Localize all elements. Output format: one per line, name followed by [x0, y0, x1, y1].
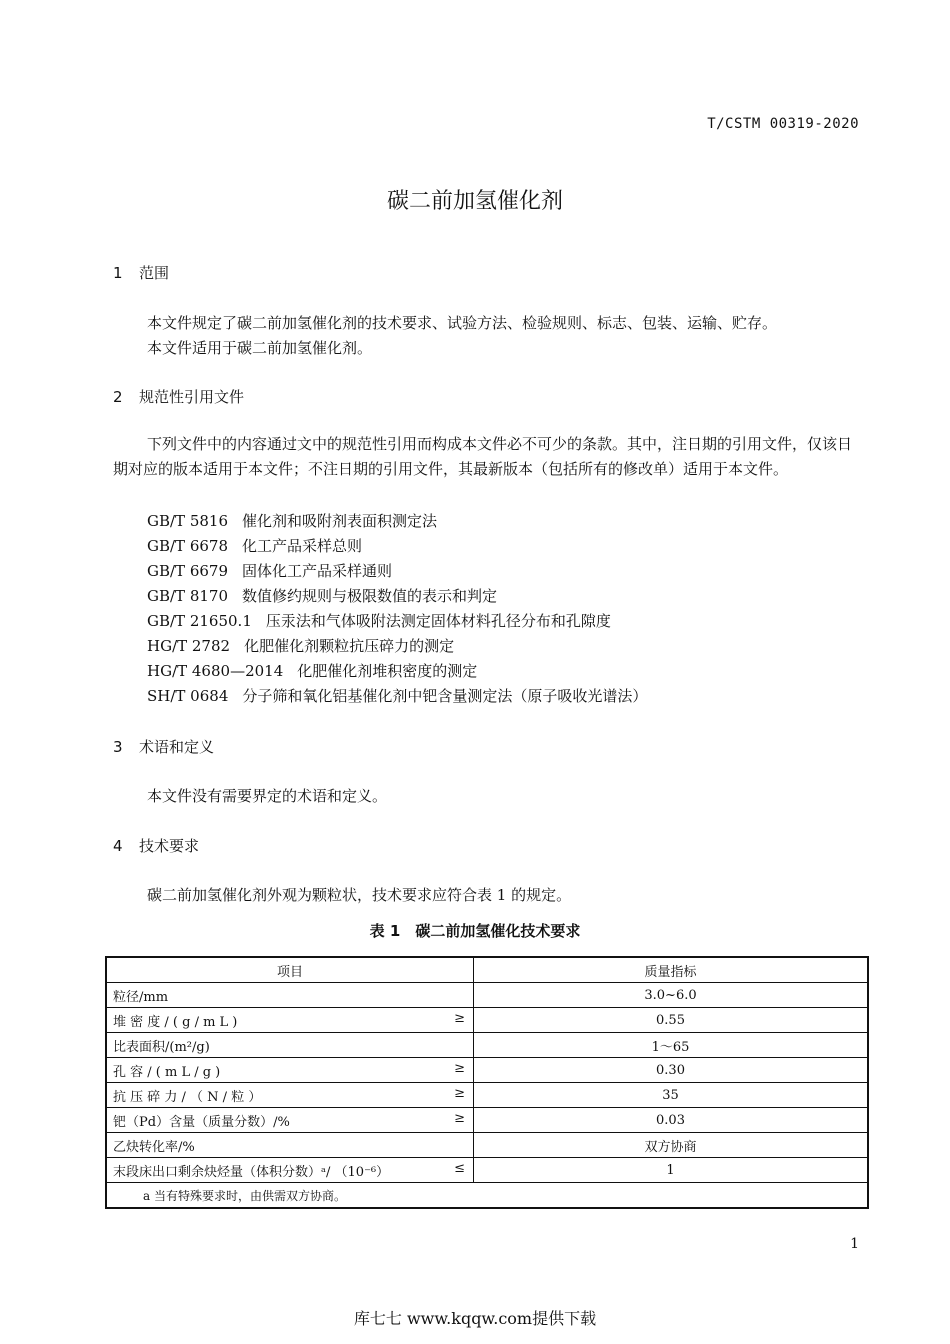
reference-item: [147, 535, 362, 556]
reference-title: 化工产品采样总则: [242, 537, 363, 555]
section-number: 3: [113, 738, 123, 756]
item-label: 钯（Pd）含量（质量分数）/%: [113, 1114, 290, 1130]
reference-code: GB/T 5816: [147, 512, 229, 530]
table-row: [106, 1058, 868, 1083]
item-label: 孔 容 / ( m L / g ): [113, 1064, 221, 1080]
section-title: 技术要求: [139, 837, 200, 855]
paragraph: 本文件没有需要界定的术语和定义。: [147, 787, 388, 805]
reference-title: 分子筛和氧化铝基催化剂中钯含量测定法（原子吸收光谱法）: [242, 687, 648, 705]
row-item: [106, 1133, 474, 1158]
row-value: 3.0~6.0: [474, 983, 869, 1008]
row-item: [106, 983, 474, 1008]
reference-title: 催化剂和吸附剂表面积测定法: [242, 512, 438, 530]
table-note: a 当有特殊要求时，由供需双方协商。: [106, 1183, 868, 1209]
table-row: [106, 983, 868, 1008]
reference-title: 化肥催化剂堆积密度的测定: [297, 662, 478, 680]
table-note-row: [106, 1183, 868, 1209]
item-label: 堆 密 度 / ( g / m L ): [113, 1014, 238, 1030]
section-4-heading: [113, 835, 199, 856]
item-label: 比表面积/(m²/g): [113, 1039, 210, 1055]
row-value: 1～65: [474, 1033, 869, 1058]
row-value: 0.30: [474, 1058, 869, 1083]
paragraph: 碳二前加氢催化剂外观为颗粒状，技术要求应符合表 1 的规定。: [147, 886, 572, 904]
section-number: 1: [113, 264, 123, 282]
section-title: 术语和定义: [139, 738, 215, 756]
column-header-item: 项目: [106, 957, 474, 983]
reference-code: GB/T 6678: [147, 537, 229, 555]
reference-item: [147, 585, 497, 606]
reference-title: 化肥催化剂颗粒抗压碎力的测定: [244, 637, 455, 655]
reference-code: HG/T 2782: [147, 637, 231, 655]
item-label: 乙炔转化率/%: [113, 1139, 195, 1155]
reference-item: [147, 510, 437, 531]
document-title: 碳二前加氢催化剂: [386, 189, 563, 214]
section-title: 范围: [139, 264, 170, 282]
table-caption: 表 1 碳二前加氢催化技术要求: [369, 922, 581, 940]
comparator: ≥: [454, 1086, 465, 1101]
spec-table: [105, 956, 869, 1209]
row-value: 0.03: [474, 1108, 869, 1133]
row-item: [106, 1158, 474, 1183]
reference-title: 压汞法和气体吸附法测定固体材料孔径分布和孔隙度: [265, 612, 611, 630]
comparator: ≤: [454, 1161, 465, 1176]
reference-code: SH/T 0684: [147, 687, 229, 705]
reference-title: 固体化工产品采样通则: [242, 562, 393, 580]
reference-code: GB/T 21650.1: [147, 612, 252, 630]
row-item: [106, 1058, 474, 1083]
table-row: [106, 1008, 868, 1033]
table-row: [106, 1033, 868, 1058]
table-row: [106, 1133, 868, 1158]
reference-item: [147, 635, 454, 656]
comparator: ≥: [454, 1111, 465, 1126]
item-label: 末段床出口剩余炔烃量（体积分数）ᵃ/ （10⁻⁶）: [113, 1164, 390, 1180]
section-number: 4: [113, 837, 123, 855]
section-2-heading: [113, 386, 244, 407]
paragraph: 下列文件中的内容通过文中的规范性引用而构成本文件必不可少的条款。其中，注日期的引用文件，仅该日期对应的版本适用于本文件；不注日期的引用文件，其最新版本（包括所有的修改单）适用于本文件。: [113, 435, 853, 478]
row-item: [106, 1083, 474, 1108]
footer-watermark: 库七七 www.kqqw.com提供下载: [353, 1309, 597, 1328]
reference-title: 数值修约规则与极限数值的表示和判定: [242, 587, 498, 605]
row-item: [106, 1108, 474, 1133]
row-value: 0.55: [474, 1008, 869, 1033]
table-row: [106, 1108, 868, 1133]
standard-number: T/CSTM 00319-2020: [707, 116, 859, 132]
page-number: 1: [850, 1236, 859, 1252]
section-3-heading: [113, 736, 214, 757]
reference-item: [147, 660, 477, 681]
reference-code: GB/T 6679: [147, 562, 229, 580]
table-header-row: [106, 957, 868, 983]
section-1-heading: [113, 262, 169, 283]
comparator: ≥: [454, 1061, 465, 1076]
reference-item: [147, 560, 392, 581]
item-label: 抗 压 碎 力 / （ N / 粒 ）: [113, 1089, 262, 1105]
table-row: [106, 1158, 868, 1183]
row-value: 双方协商: [474, 1133, 869, 1158]
comparator: ≥: [454, 1011, 465, 1026]
reference-item: [147, 685, 647, 706]
row-item: [106, 1033, 474, 1058]
section-number: 2: [113, 388, 123, 406]
reference-item: [147, 610, 611, 631]
table-row: [106, 1083, 868, 1108]
paragraph: 本文件适用于碳二前加氢催化剂。: [147, 339, 373, 357]
row-item: [106, 1008, 474, 1033]
item-label: 粒径/mm: [113, 989, 169, 1005]
row-value: 1: [474, 1158, 869, 1183]
row-value: 35: [474, 1083, 869, 1108]
section-title: 规范性引用文件: [139, 388, 245, 406]
reference-code: GB/T 8170: [147, 587, 229, 605]
reference-code: HG/T 4680—2014: [147, 662, 284, 680]
paragraph: 本文件规定了碳二前加氢催化剂的技术要求、试验方法、检验规则、标志、包装、运输、贮存。: [147, 314, 778, 332]
column-header-value: 质量指标: [474, 957, 869, 983]
